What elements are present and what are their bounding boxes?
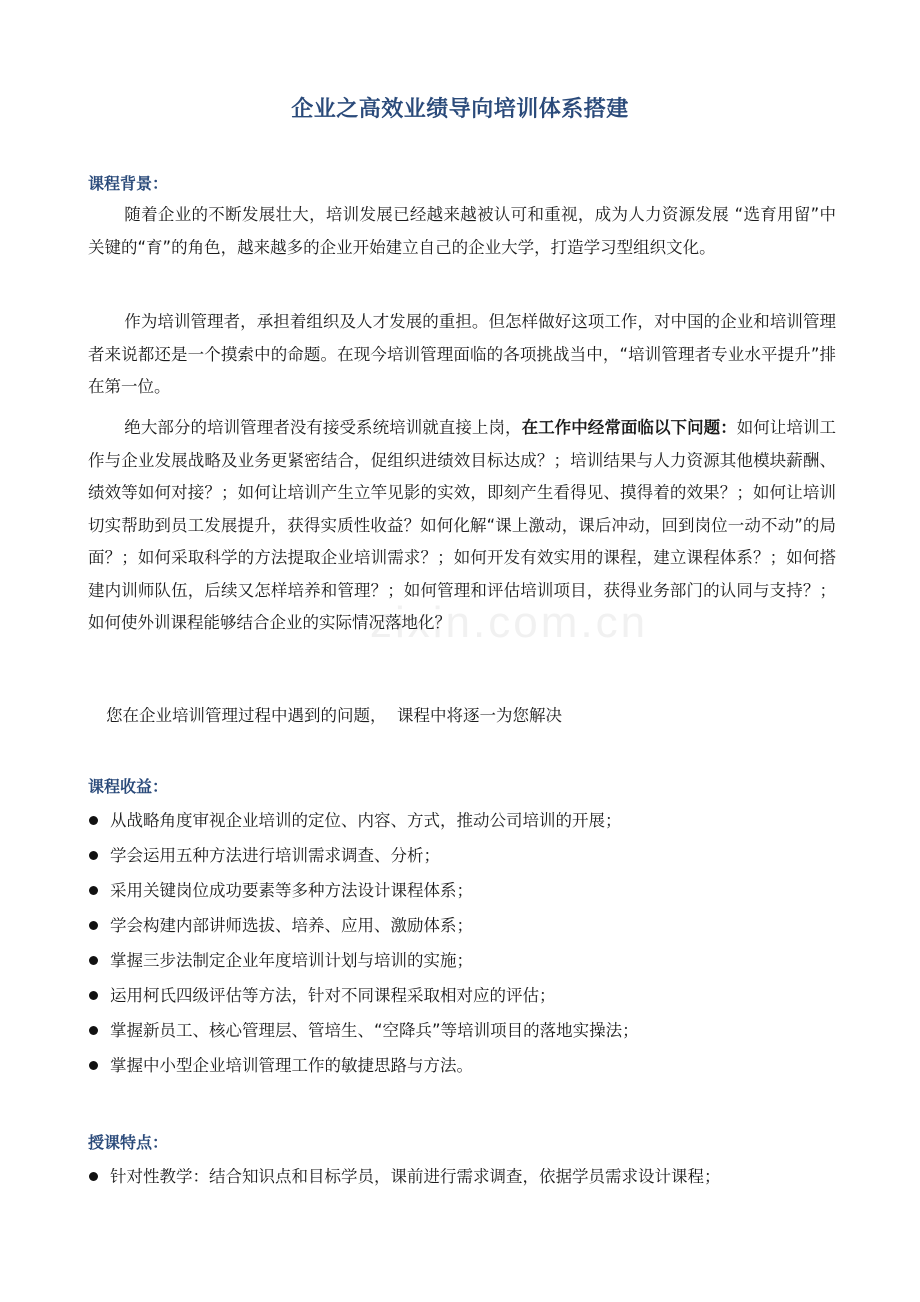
list-item	[88, 943, 848, 978]
paragraph-3-lead: 绝大部分的培训管理者没有接受系统培训就直接上岗，	[124, 418, 522, 437]
list-item	[88, 1159, 848, 1194]
bullet-icon	[89, 991, 98, 1000]
features-heading: 授课特点：	[88, 1133, 169, 1152]
list-item	[88, 873, 848, 908]
list-item-text: 学会构建内部讲师选拔、培养、应用、激励体系；	[110, 916, 473, 935]
watermark: zixin.com.cn	[370, 598, 649, 647]
paragraph-3-rest: 如何让培训工作与企业发展战略及业务更紧密结合，促组织进绩效目标达成？；培训结果与人力资源其他模块薪酬、绩效等如何对接？；如何让培训产生立竿见影的实效，即刻产生看得见、摸得着的效果？；如何让培训切实帮助到员工发展提升，获得实质性收益？如何化解“课上激动，课后冲动，回到岗位一动不动”的局面？；如何采取科学的方法提取企业培训需求？；如何开发有效实用的课程，建立课程体系？；如何搭建内训师队伍，后续又怎样培养和管理？；如何管理和评估培训项目，获得业务部门的认同与支持？；如何使外训课程能够结合企业的实际情况落地化？	[88, 418, 837, 632]
background-paragraph-3	[88, 412, 836, 640]
background-heading: 课程背景：	[88, 174, 169, 193]
background-paragraph-1: 随着企业的不断发展壮大，培训发展已经越来越被认可和重视，成为人力资源发展 “选育用留”中关键的“育”的角色，越来越多的企业开始建立自己的企业大学，打造学习型组织文化。	[88, 205, 836, 257]
list-item	[88, 838, 848, 873]
paragraph-3-bold: 在工作中经常面临以下问题：	[521, 418, 737, 437]
bullet-icon	[89, 921, 98, 930]
bullet-icon	[89, 1061, 98, 1070]
features-list	[88, 1159, 848, 1194]
background-paragraph-2: 作为培训管理者，承担着组织及人才发展的重担。但怎样做好这项工作，对中国的企业和培训管理者来说都还是一个摸索中的命题。在现今培训管理面临的各项挑战当中，“培训管理者专业水平提升”排在第一位。	[88, 312, 836, 396]
list-item-text: 学会运用五种方法进行培训需求调查、分析；	[110, 846, 440, 865]
list-item-text: 掌握新员工、核心管理层、管培生、“空降兵”等培训项目的落地实操法；	[110, 1021, 639, 1040]
list-item	[88, 978, 848, 1013]
bullet-icon	[89, 956, 98, 965]
list-item-text: 针对性教学：结合知识点和目标学员，课前进行需求调查，依据学员需求设计课程；	[110, 1167, 721, 1186]
background-closing: 您在企业培训管理过程中遇到的问题， 课程中将逐一为您解决	[106, 706, 562, 725]
list-item-text: 运用柯氏四级评估等方法，针对不同课程采取相对应的评估；	[110, 986, 556, 1005]
bullet-icon	[89, 886, 98, 895]
list-item-text: 采用关键岗位成功要素等多种方法设计课程体系；	[110, 881, 473, 900]
bullet-icon	[89, 1172, 98, 1181]
bullet-icon	[89, 851, 98, 860]
list-item-text: 掌握三步法制定企业年度培训计划与培训的实施；	[110, 951, 473, 970]
benefits-list	[88, 803, 848, 1083]
benefits-heading: 课程收益：	[88, 777, 169, 796]
list-item-text: 从战略角度审视企业培训的定位、内容、方式，推动公司培训的开展；	[110, 811, 622, 830]
document-title: 企业之高效业绩导向培训体系搭建	[291, 97, 629, 122]
bullet-icon	[89, 1026, 98, 1035]
list-item-text: 掌握中小型企业培训管理工作的敏捷思路与方法。	[110, 1056, 473, 1075]
bullet-icon	[89, 816, 98, 825]
list-item	[88, 803, 848, 838]
list-item	[88, 908, 848, 943]
list-item	[88, 1048, 848, 1083]
list-item	[88, 1013, 848, 1048]
